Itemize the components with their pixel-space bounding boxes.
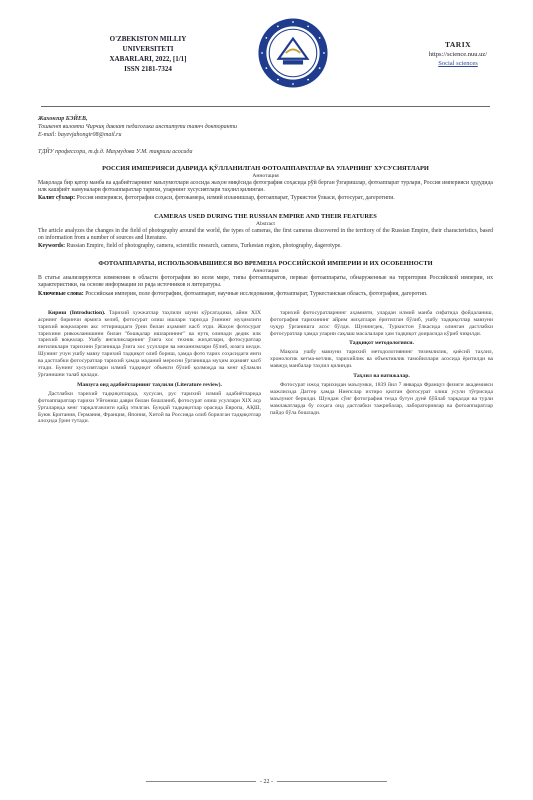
paragraph: тарихий фотосуратларнинг аҳамияти, улардан илмий манба сифатида фойдаланиш, фотография тарихининг айрим жиҳатлари ёритилган бўлиб, ушбу тадқиқотлар мавзуни чуқур ўрганишга асос бўлди. Шунингдек, Туркистон ўлкасида олинган дастлабки фотосуратлар ҳамда уларни сақлаш масалалари ҳам тадқиқот доирасида кўриб чиқилди. [270,309,493,337]
subheading: Таҳлил ва натижалар. [353,373,410,380]
article-title-ru: ФОТОАППАРАТЫ, ИСПОЛЬЗОВАВШИЕСЯ ВО ВРЕМЕНА РОССИЙСКОЙ ИМПЕРИИ И ИХ ОСОБЕННОСТИ [98,260,433,268]
page-header [38,0,493,106]
abstract-label: Аннотация [252,173,279,179]
paragraph: Дастлабки тарихий тадқиқотларда, хусусан, рус тарихий илмий адабиётларида фотоаппаратлар тарихи Уйғониш даври билан бошланиб, фотосурат олиш усуллари XIX аср ўрталарида кенг тарқалганлиги қайд этилган. Бундай тадқиқотлар орасида Европа, АҚШ, Буюк Британия, Германия, Франция, Япония, Хитой ва Россияда олиб борилган тадқиқотлар алоҳида ўрин тутади. [38,390,261,425]
body-column-right [270,310,493,427]
page-footer [0,779,533,785]
keywords-text: Russian Empire, field of photography, camera, scientific research, camera, Turkestan region, photography, dagerotype. [66,243,342,250]
article-title-uz: РОССИЯ ИМПЕРИЯСИ ДАВРИДА ҚЎЛЛАНИЛГАН ФОТОАППАРАТЛАР ВА УЛАРНИНГ ХУСУСИЯТЛАРИ [102,165,429,172]
keywords [38,291,493,298]
paragraph-lead: Кириш (Introduction). [48,309,106,316]
article-body [38,310,493,427]
body-column-left [38,310,261,427]
abstract-ru [38,260,493,298]
abstract-en [38,213,493,251]
paragraph: Фотосурат ижод тарихидан маълумки, 1839 йил 7 январда Француз физиги академияси мажлисида Даггер ҳамда Ниепслар ихтиро қилган фотосурат олиш усули тўғрисида маълумот берилди. Шундан сўнг фотография тезда бутун дунё бўйлаб тарқалди ва турли мамлакатларда бу соҳага оид дастлабки тажрибалар, лабораториялар ва фотоаппаратлар пайдо бўла бошлади. [270,381,493,416]
journal-line: O'ZBEKISTON MILLIY [109,35,187,43]
footer-rule-right [277,781,387,782]
keywords [38,195,493,202]
social-sciences-link[interactable]: Social sciences [438,60,478,67]
abstract-text: В статье анализируются изменения в области фотографии во всем мире, типы фотоаппаратов, первые фотоаппараты, обнаруженные на территории Российской империи, их характеристики, на основе информации из ряда источников и литературы. [38,275,493,289]
abstract-text: The article analyzes the changes in the field of photography around the world, the types of cameras, the first cameras discovered in the territory of the Russian Empire, their characteristics, based on information from a number of sources and literature. [38,227,493,241]
author-block [38,107,493,139]
abstract-label: Abstract [256,220,275,227]
footer-rule-left [146,781,256,782]
university-logo-icon [257,17,329,89]
section-info [408,40,508,69]
reviewer-note: ТДЙУ профессори, т.ф.д. Маҳмудова У.М. тақризи асосида [38,149,193,155]
abstract-uz [38,165,493,203]
author-name: Жахонгир БЭЙЕВ, [38,116,88,122]
subheading: Мавзуга оид адабиётларнинг таҳлили (Literature review). [77,381,222,388]
article-title-en: CAMERAS USED DURING THE RUSSIAN EMPIRE AND THEIR FEATURES [154,212,377,220]
abstract-label: Аннотация [252,268,279,275]
abstract-text: Мақолада бир қатор манба ва адабиётларнинг маълумотлари асосида жаҳон миқёсида фотография соҳасида рўй берган ўзгаришлар, фотоаппарат турлари, Россия империяси ҳудудида илк кашфиёт намуналари фотоаппаратлар тарихи, уларнинг хусусиятлари таҳлил қилинган. [38,180,493,194]
section-title: TARIX [444,40,472,49]
subheading: Тадқиқот методологияси. [349,340,414,347]
keywords-text: Российская империя, поле фотографии, фотоаппарат, научные исследования, фотоаппарат, Туркестанская область, фотография, дагеротип. [85,290,428,297]
keywords [38,243,493,250]
paragraph [38,310,261,379]
journal-line: ISSN 2181-7324 [124,65,172,73]
author-email[interactable]: E-mail: bayevjahongir08@mail.ru [38,132,122,138]
keywords-label: Ключевые слова: [38,290,84,297]
journal-info [88,34,208,74]
keywords-label: Калит сўзлар: [38,195,76,202]
logo-inner-disc [266,26,319,79]
journal-line: XABARLARI, 2022, [1/1] [109,55,187,63]
site-url[interactable]: https://science.nuu.uz/ [428,50,488,58]
journal-line: UNIVERSITETI [122,45,174,53]
keywords-label: Keywords: [38,243,66,250]
keywords-text: Россия империяси, фотография соҳаси, фотокамера, илмий изланишлар, фотоаппарат, Туркистон ўлкаси, фотосурат, дагеротипи. [76,195,395,202]
paragraph-text: Тарихий хужжатлар таҳлили шуни кўрсатадики, айни XIX асрнинг биринчи ярмига келиб, фотосурат олиш ишлари тарихда ўзининг муҳимлиги тарихий воқеаларни акс эттиришдаги ўрни билан аҳамият касб этди. Жаҳон фотосурат тарихини ривожланишини билан "бошқалар ишларининг" ва нутқ олинади дедик илк тарихий воқеалар. Ушбу янгиликларнинг ўзига хос техник жиҳатлари, фотосуратлар янгиликлари тарихини ўрганишда ўзига хос усуллари ва механизмлари бўлиб, юзага келди. Шунинг учун ушбу мавзу тарихий тадқиқот олиб бориш, ҳамда фото тарих соҳасидаги янги ва дастлабки фотосуратлар тарихий ҳамда маданий меросни ўрганишда муҳим аҳамият касб этади. Бунинг хусусиятлари илмий тадқиқот объекти бўлиб қолмоқда ва кенг кўламли ўрганишни талаб қилади. [38,309,261,378]
paragraph: Мақола ушбу мавзуни тарихий методологиянинг тизимлилик, қиёсий таҳлил, хронологик кетма-кетлик, тарихийлик ва объективлик тамойиллари асосида ёритилди ва мавжуд манбалар таҳлил қилинди. [270,349,493,370]
author-affiliation: Тошкент вилояти Чирчиқ давлат педагогика институти таянч докторанти [38,124,237,130]
page-number: - 22 - [260,779,273,785]
